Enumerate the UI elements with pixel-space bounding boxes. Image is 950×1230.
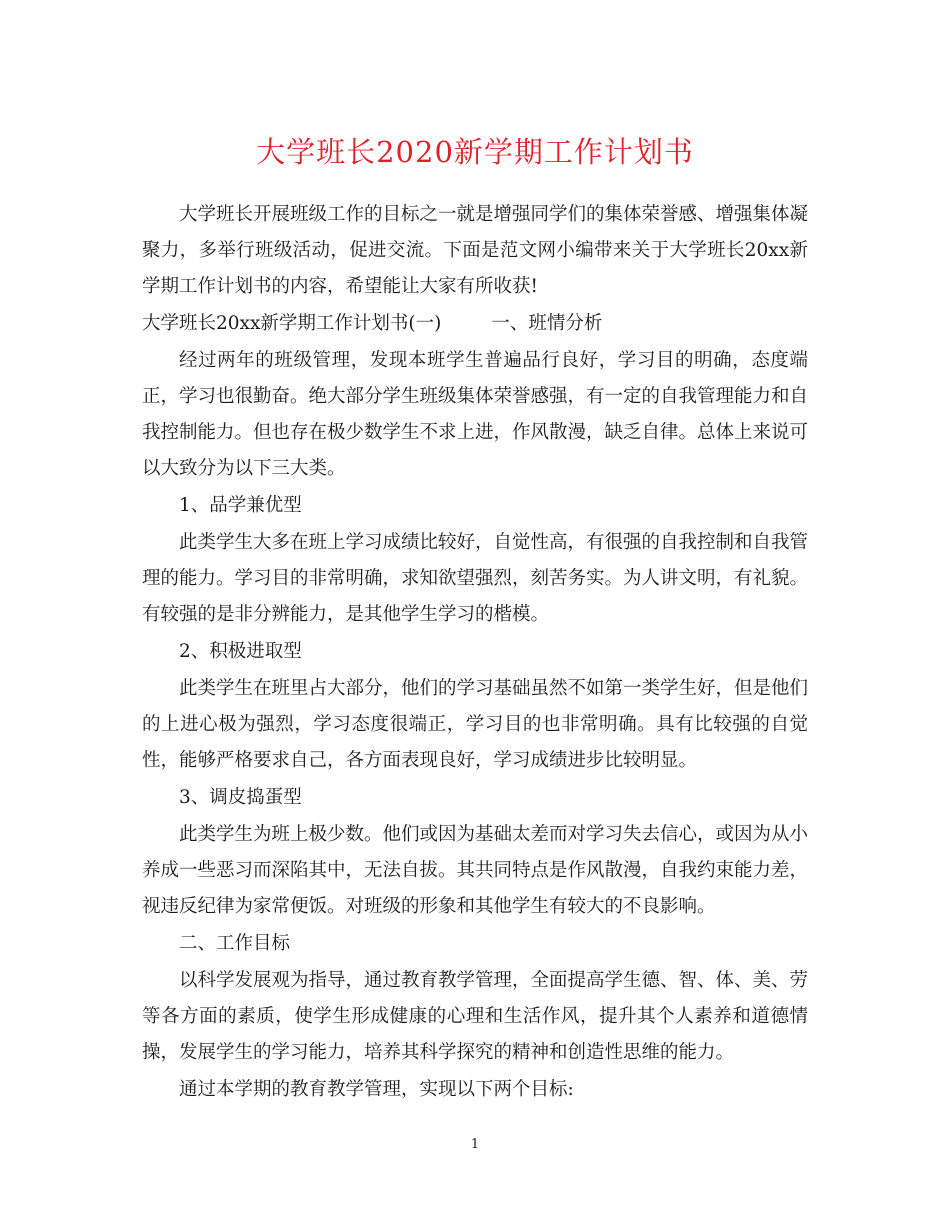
section-title: 大学班长20xx新学期工作计划书(一) (142, 313, 442, 334)
intro-paragraph: 大学班长开展班级工作的目标之一就是增强同学们的集体荣誉感、增强集体凝聚力，多举行班级活动，促进交流。下面是范文网小编带来关于大学班长20xx新学期工作计划书的内容，希望能让大家有所收获! (142, 204, 809, 297)
type2-paragraph: 此类学生在班里占大部分，他们的学习基础虽然不如第一类学生好，但是他们的上进心极为强烈，学习态度很端正，学习目的也非常明确。具有比较强的自觉性，能够严格要求自己，各方面表现良好，学习成绩进步比较明显。 (142, 678, 809, 771)
goals-intro-paragraph: 通过本学期的教育教学管理，实现以下两个目标: (179, 1079, 574, 1100)
type2-heading: 2、积极进取型 (179, 641, 302, 662)
goals-paragraph: 以科学发展观为指导，通过教育教学管理，全面提高学生德、智、体、美、劳等各方面的素质，使学生形成健康的心理和生活作风，提升其个人素养和道德情操，发展学生的学习能力，培养其科学探究的精神和创造性思维的能力。 (142, 970, 809, 1063)
document-body (142, 197, 808, 1109)
analysis-paragraph: 经过两年的班级管理，发现本班学生普遍品行良好，学习目的明确，态度端正，学习也很勤奋。绝大部分学生班级集体荣誉感强，有一定的自我管理能力和自我控制能力。但也存在极少数学生不求上进，作风散漫，缺乏自律。总体上来说可以大致分为以下三大类。 (142, 350, 809, 479)
type3-heading: 3、调皮捣蛋型 (179, 787, 302, 808)
section-heading-analysis: 一、班情分析 (491, 313, 603, 334)
type1-heading: 1、品学兼优型 (179, 495, 302, 516)
type1-paragraph: 此类学生大多在班上学习成绩比较好，自觉性高，有很强的自我控制和自我管理的能力。学习目的非常明确，求知欲望强烈，刻苦务实。为人讲文明，有礼貌。有较强的是非分辨能力，是其他学生学习的楷模。 (142, 532, 809, 625)
type3-paragraph: 此类学生为班上极少数。他们或因为基础太差而对学习失去信心，或因为从小养成一些恶习而深陷其中，无法自拔。其共同特点是作风散漫，自我约束能力差，视违反纪律为家常便饭。对班级的形象和其他学生有较大的不良影响。 (142, 824, 809, 917)
document-title: 大学班长2020新学期工作计划书 (256, 135, 694, 169)
section-heading-goals: 二、工作目标 (179, 933, 291, 954)
page-number: 1 (470, 1137, 480, 1152)
section-title-line (142, 306, 808, 342)
